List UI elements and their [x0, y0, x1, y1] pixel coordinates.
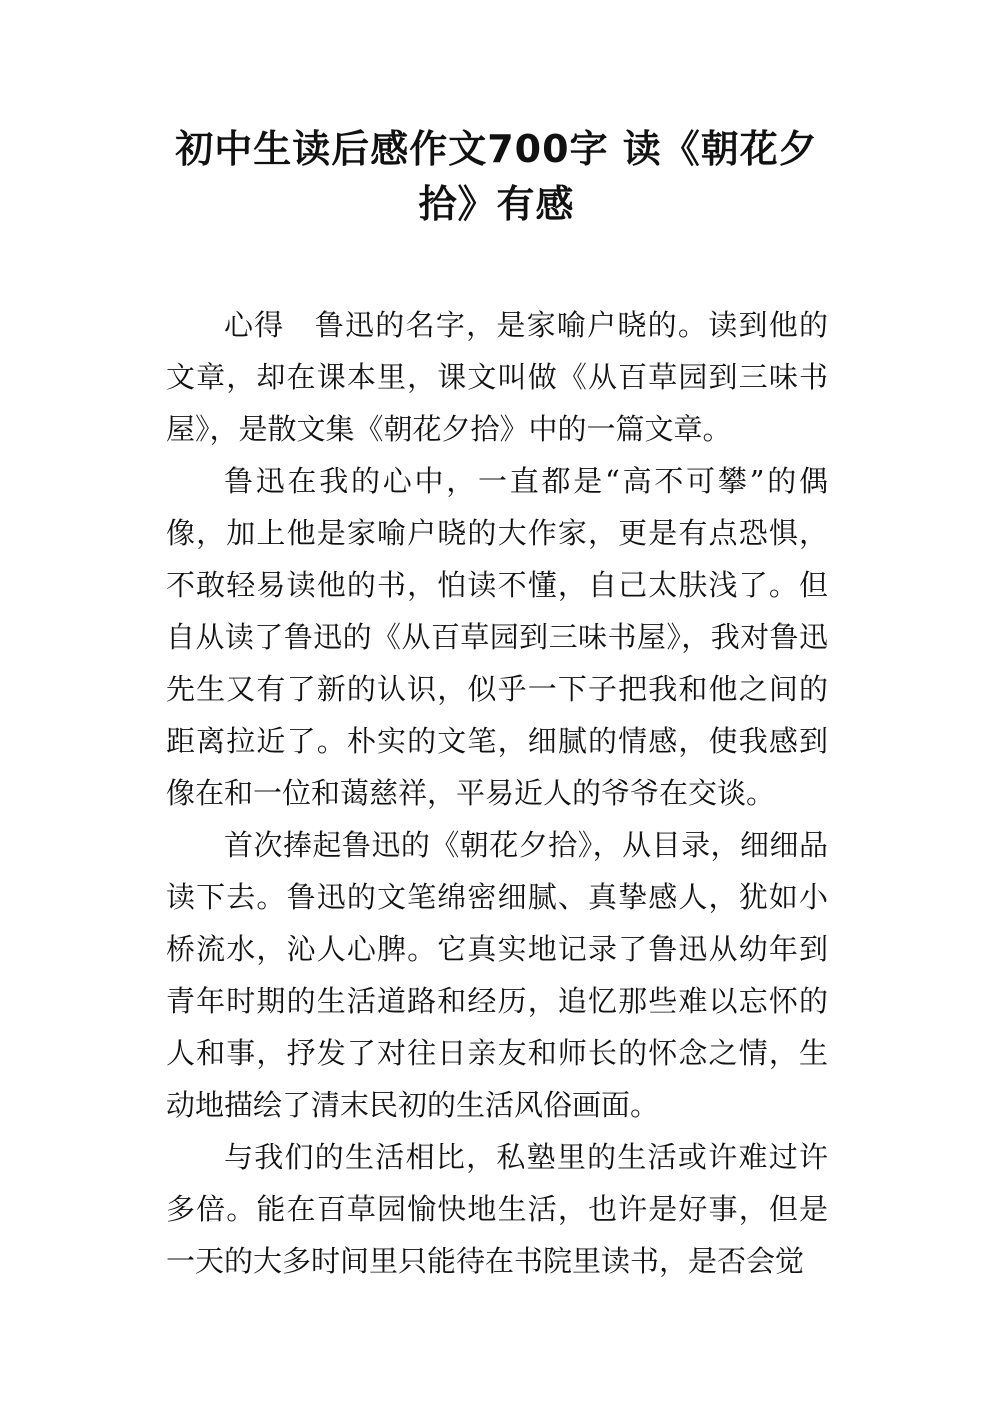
- paragraph: 与我们的生活相比，私塾里的生活或许难过许多倍。能在百草园愉快地生活，也许是好事，但是一天的大多时间里只能待在书院里读书，是否会觉: [166, 1140, 828, 1278]
- paragraph: 鲁迅在我的心中，一直都是“高不可攀”的偶像，加上他是家喻户晓的大作家，更是有点恐惧，不敢轻易读他的书，怕读不懂，自己太肤浅了。但自从读了鲁迅的《从百草园到三味书屋》，我对鲁迅先生又有了新的认识，似乎一下子把我和他之间的距离拉近了。朴实的文笔，细腻的情感，使我感到像在和一位和蔼慈祥，平易近人的爷爷在交谈。: [166, 464, 828, 810]
- document-body: [166, 299, 828, 1287]
- paragraph: 首次捧起鲁迅的《朝花夕拾》，从目录，细细品读下去。鲁迅的文笔绵密细腻、真挚感人，犹如小桥流水，沁人心脾。它真实地记录了鲁迅从幼年到青年时期的生活道路和经历，追忆那些难以忘怀的人和事，抒发了对往日亲友和师长的怀念之情，生动地描绘了清末民初的生活风俗画面。: [166, 828, 828, 1122]
- paragraph: 心得 鲁迅的名字，是家喻户晓的。读到他的文章，却在课本里，课文叫做《从百草园到三味书屋》，是散文集《朝花夕拾》中的一篇文章。: [166, 308, 828, 446]
- document-title: 初中生读后感作文700字 读《朝花夕拾》有感: [175, 127, 818, 226]
